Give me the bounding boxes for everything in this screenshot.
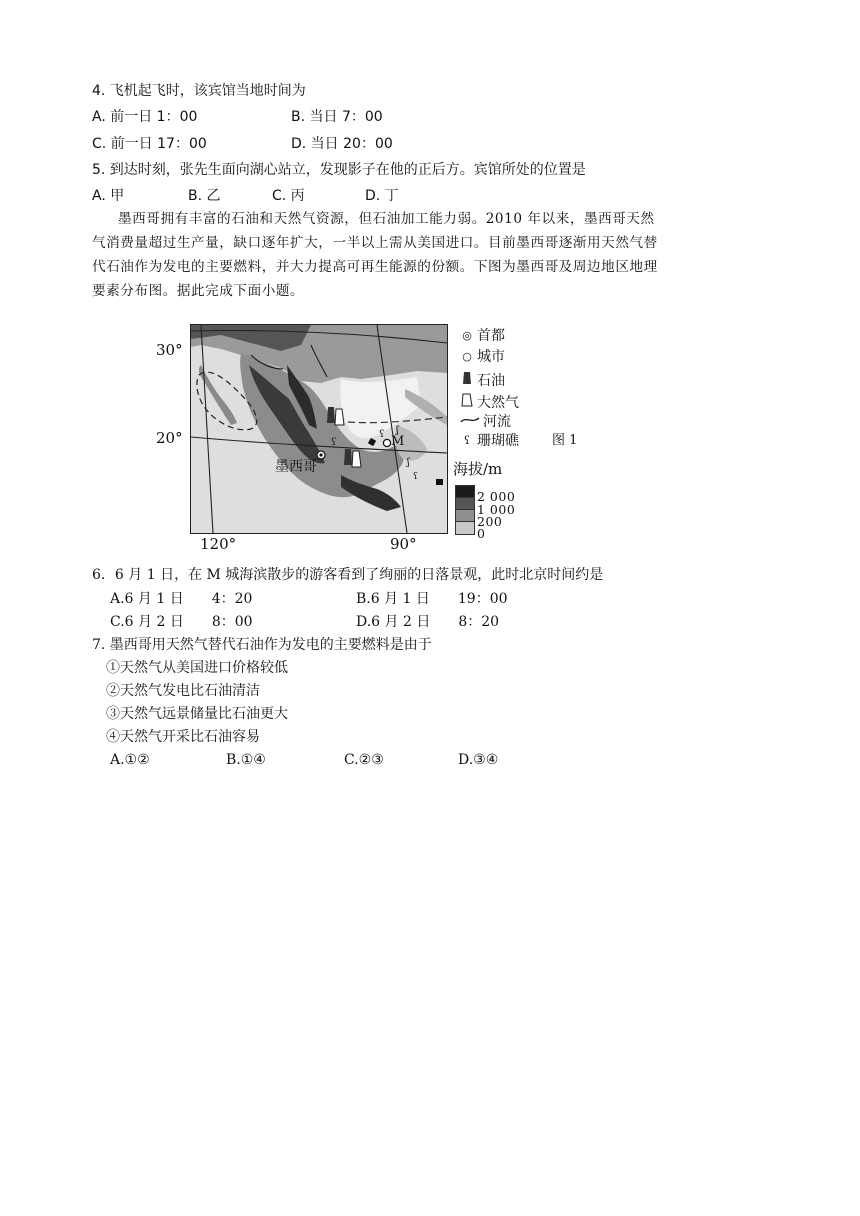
elevation-label-0: 0 bbox=[477, 526, 486, 541]
legend-oil: 石油 bbox=[460, 371, 505, 390]
lon-label-90: 90° bbox=[390, 535, 417, 553]
legend-capital: ◎ 首都 bbox=[460, 328, 505, 344]
oil-symbol-north bbox=[327, 407, 335, 423]
question-7-option-a: A.①② bbox=[110, 752, 150, 768]
map-frame bbox=[190, 324, 448, 534]
passage-line-1: 墨西哥拥有丰富的石油和天然气资源，但石油加工能力弱。2010 年以来，墨西哥天然 bbox=[118, 211, 655, 227]
elevation-label-2000: 2 000 bbox=[477, 489, 516, 504]
svg-text:ʕ: ʕ bbox=[379, 429, 385, 440]
question-5-stem: 5. 到达时刻，张先生面向湖心站立，发现影子在他的正后方。宾馆所处的位置是 bbox=[92, 162, 586, 178]
question-4-option-d: D. 当日 20：00 bbox=[291, 136, 393, 152]
question-6-option-c: C.6 月 2 日 8：00 bbox=[110, 614, 253, 630]
passage-line-2: 气消费量超过生产量，缺口逐年扩大，一半以上需从美国进口。目前墨西哥逐渐用天然气替 bbox=[92, 235, 658, 251]
elevation-title: 海拔/m bbox=[453, 460, 503, 478]
elevation-swatch-lowest bbox=[455, 521, 475, 535]
svg-text:ʃ: ʃ bbox=[396, 425, 399, 436]
question-7-statement-3: ③天然气远景储量比石油更大 bbox=[106, 706, 288, 722]
question-5-option-c: C. 丙 bbox=[272, 188, 305, 204]
svg-text:ʕ: ʕ bbox=[331, 437, 337, 448]
question-6-option-b: B.6 月 1 日 19：00 bbox=[356, 591, 508, 607]
coral-reef-icon: ʕ bbox=[464, 434, 470, 447]
legend-coral: ʕ 珊瑚礁 bbox=[460, 433, 519, 449]
legend-gas: 大然气 bbox=[460, 393, 519, 412]
capital-label: 墨西哥 bbox=[275, 459, 317, 475]
question-4-option-c: C. 前一日 17：00 bbox=[92, 136, 207, 152]
city-icon: ○ bbox=[462, 350, 472, 363]
oil-icon bbox=[460, 371, 474, 390]
question-6-option-d: D.6 月 2 日 8：20 bbox=[356, 614, 500, 630]
question-5-option-d: D. 丁 bbox=[365, 188, 399, 204]
gas-icon bbox=[460, 393, 474, 412]
elevation-label-1000: 1 000 bbox=[477, 502, 516, 517]
legend-river: 河流 bbox=[460, 414, 511, 430]
question-7-option-c: C.②③ bbox=[344, 752, 384, 768]
svg-text:ʃ: ʃ bbox=[407, 457, 410, 468]
question-4-option-a: A. 前一日 1：00 bbox=[92, 109, 198, 125]
question-4-option-b: B. 当日 7：00 bbox=[291, 109, 383, 125]
question-7-statement-2: ②天然气发电比石油清洁 bbox=[106, 683, 260, 699]
question-4-stem: 4. 飞机起飞时，该宾馆当地时间为 bbox=[92, 83, 306, 99]
question-7-statement-4: ④天然气开采比石油容易 bbox=[106, 729, 260, 745]
gas-symbol-north bbox=[335, 409, 344, 425]
map-figure bbox=[150, 320, 600, 552]
lon-label-120: 120° bbox=[200, 535, 237, 553]
passage-line-4: 要素分布图。据此完成下面小题。 bbox=[92, 283, 305, 299]
question-6-stem: 6．6 月 1 日，在 M 城海滨散步的游客看到了绚丽的日落景观，此时北京时间约是 bbox=[92, 567, 604, 583]
question-7-stem: 7. 墨西哥用天然气替代石油作为发电的主要燃料是由于 bbox=[92, 637, 432, 653]
legend-city: ○ 城市 bbox=[460, 349, 505, 365]
question-6-option-a: A.6 月 1 日 4：20 bbox=[110, 591, 253, 607]
figure-caption: 图 1 bbox=[552, 433, 578, 448]
passage-line-3: 代石油作为发电的主要燃料，并大力提高可再生能源的份额。下图为墨西哥及周边地区地理 bbox=[92, 259, 658, 275]
city-m-label: M bbox=[391, 434, 405, 449]
question-7-option-b: B.①④ bbox=[226, 752, 266, 768]
terrain-map bbox=[191, 325, 447, 533]
question-5-option-a: A. 甲 bbox=[92, 188, 125, 204]
lat-label-20: 20° bbox=[156, 429, 183, 447]
river-icon bbox=[460, 414, 480, 430]
oil-symbol-south bbox=[344, 449, 352, 465]
gas-symbol-south bbox=[352, 451, 361, 467]
question-7-option-d: D.③④ bbox=[458, 752, 499, 768]
elevation-label-200: 200 bbox=[477, 514, 503, 529]
lat-label-30: 30° bbox=[156, 341, 183, 359]
question-7-statement-1: ①天然气从美国进口价格较低 bbox=[106, 660, 288, 676]
question-5-option-b: B. 乙 bbox=[188, 188, 221, 204]
capital-icon: ◎ bbox=[462, 329, 472, 342]
city-m-marker bbox=[383, 439, 390, 446]
svg-text:ʕ: ʕ bbox=[413, 472, 418, 482]
